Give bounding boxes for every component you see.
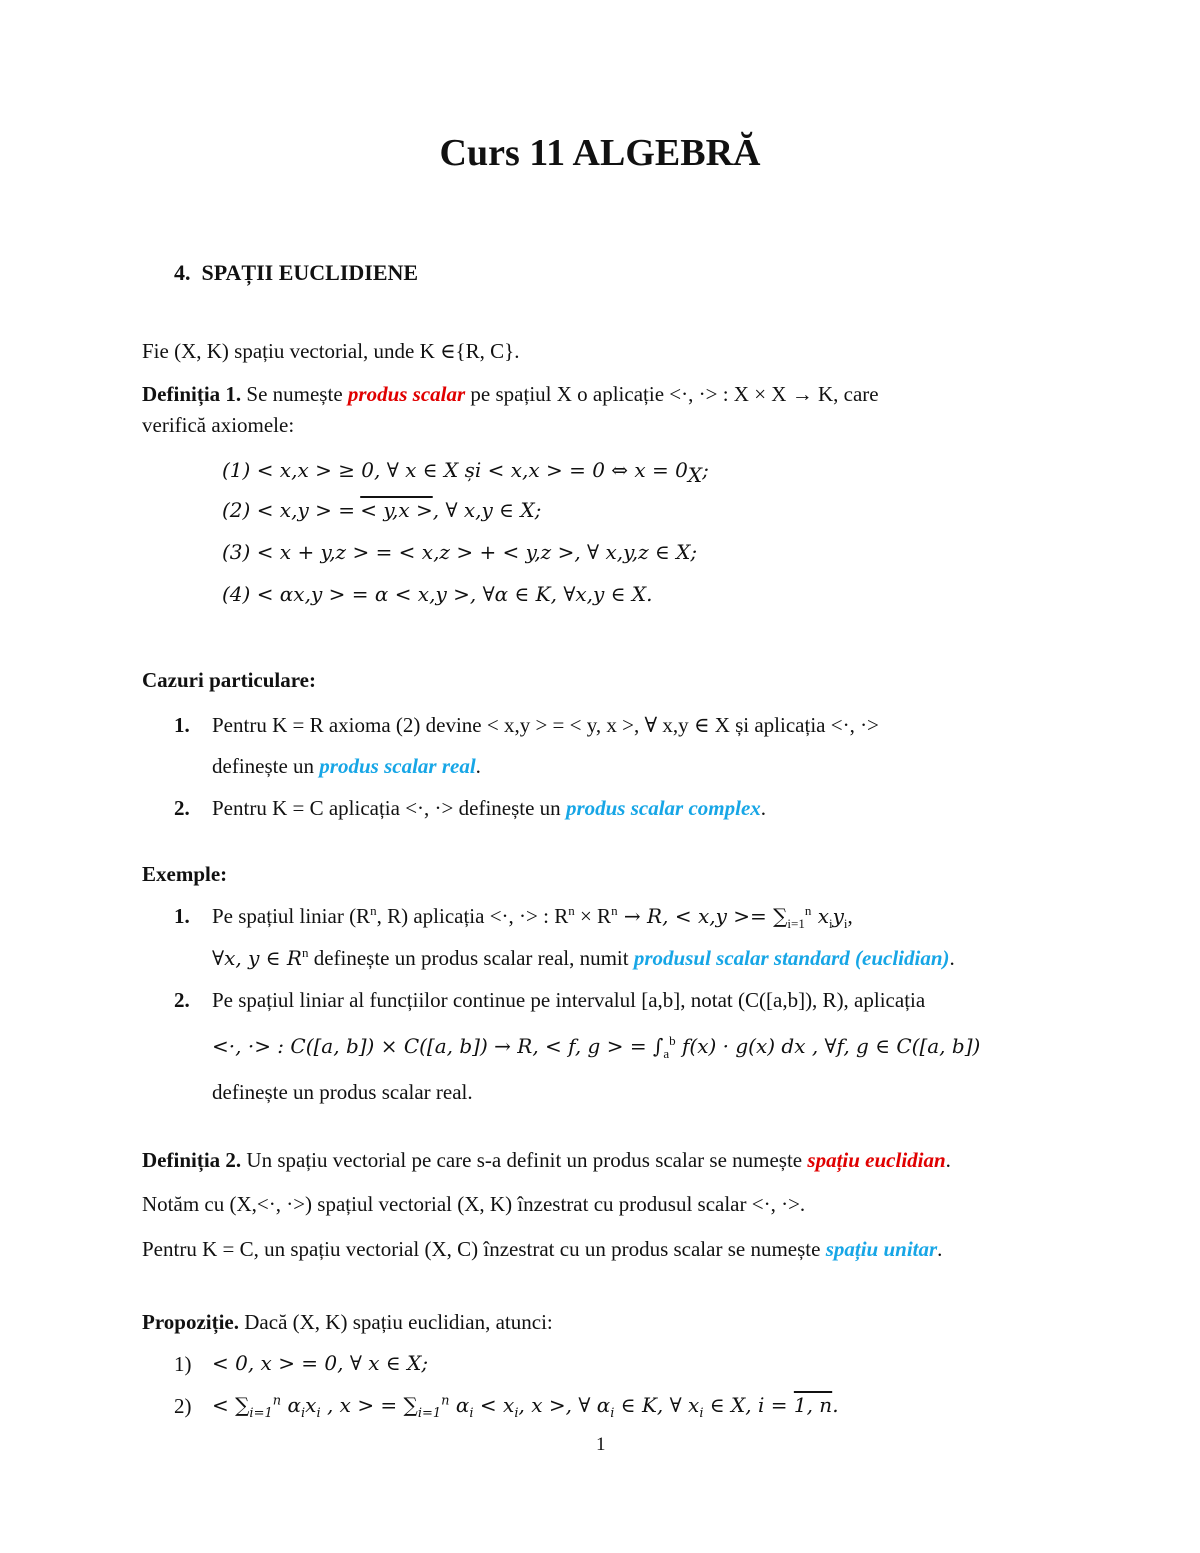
definition-2-line2: Notăm cu (X,<·, ·>) spațiul vectorial (X, K) înzestrat cu produsul scalar <·, ·>.: [142, 1192, 806, 1216]
propozitie-label: Propoziție.: [142, 1310, 240, 1334]
section-title: SPAȚII EUCLIDIENE: [201, 260, 419, 285]
axiom-2-end: , ∀ x,y ∈ X;: [432, 498, 542, 522]
axiom-2: [222, 498, 541, 522]
definition-1-cont: verifică axiomele:: [142, 413, 295, 437]
caz-1-line1: Pentru K = R axioma (2) devine < x,y > = < y, x >, ∀ x,y ∈ X și aplicația <·, ·>: [212, 713, 879, 737]
definition-1-pre: Se numește: [246, 382, 343, 406]
propozitie: [142, 1310, 553, 1334]
term-produs-scalar-standard: produsul scalar standard (euclidian): [633, 946, 950, 970]
term-produs-scalar-real: produs scalar real: [319, 754, 476, 778]
caz-2-pre: Pentru K = C aplicația <·, ·> definește un: [212, 796, 561, 820]
prop-1-text: < 0, x > = 0, ∀ x ∈ X;: [212, 1351, 429, 1375]
axiom-1-end: ;: [702, 458, 709, 482]
term-produs-scalar-complex: produs scalar complex: [565, 796, 761, 820]
ex-2-number: 2.: [174, 988, 190, 1012]
axiom-2-conjugate: < y,x >: [360, 498, 433, 522]
section-heading: [174, 260, 418, 285]
ex-1-line2: ∀x, y ∈ $R^n$ definește un produs scalar real, numit produsul scalar standard (euclidian).: [212, 945, 955, 970]
ex-1-line1: Pe spațiul liniar ($R^n$, R) aplicația <·, ·> : $R^n \times R^n \to R$, < $x,y >= \sum_{i=1}^n$ $x_iy_i$,: [212, 903, 853, 932]
definition-2-line3: Pentru K = C, un spațiu vectorial (X, C) înzestrat cu un produs scalar se numește spațiu unitar.: [142, 1237, 943, 1261]
definition-1-label: Definiția 1.: [142, 382, 242, 406]
propozitie-text: Dacă (X, K) spațiu euclidian, atunci:: [244, 1310, 553, 1334]
term-spatiu-euclidian: spațiu euclidian: [807, 1148, 946, 1172]
cazuri-heading: Cazuri particulare:: [142, 668, 316, 692]
page-title: Curs 11 ALGEBRĂ: [439, 132, 761, 174]
axiom-3-text: (3) < x + y,z > = < x,z > + < y,z >, ∀ x,y,z ∈ X;: [222, 540, 698, 564]
prop-2-number: 2): [174, 1394, 192, 1418]
axiom-1-sub: X: [687, 463, 703, 488]
intro-paragraph: Fie (X, K) spațiu vectorial, unde K ∈{R, C}.: [142, 339, 520, 363]
ex-2-line3: definește un produs scalar real.: [212, 1080, 473, 1104]
prop-1-number: 1): [174, 1352, 192, 1376]
section-number: 4.: [174, 260, 191, 285]
page-number: 1: [596, 1434, 606, 1455]
definition-1: [142, 382, 879, 406]
axiom-1: [222, 458, 709, 488]
axiom-4: [222, 582, 652, 606]
axiom-1-text: (1) < x,x > ≥ 0, ∀ x ∈ X și < x,x > = 0 ⇔ x = 0: [222, 458, 688, 482]
definition-1-post: pe spațiul X o aplicație <·, ·> : X × X → K, care: [470, 382, 879, 406]
term-produs-scalar: produs scalar: [347, 382, 466, 406]
caz-2-line: [212, 796, 766, 820]
caz-1-pre: definește un: [212, 754, 315, 778]
caz-2-post: .: [760, 796, 767, 820]
ex-1-number: 1.: [174, 904, 190, 928]
axiom-2-text: (2) < x,y > =: [222, 498, 355, 522]
definition-2: Definiția 2. Un spațiu vectorial pe care s-a definit un produs scalar se numește spațiu euclidian.: [142, 1148, 951, 1172]
caz-2-number: 2.: [174, 796, 190, 820]
caz-1-line2: [212, 754, 481, 778]
axiom-3: [222, 540, 697, 564]
term-spatiu-unitar: spațiu unitar: [825, 1237, 938, 1261]
caz-1-number: 1.: [174, 713, 190, 737]
caz-1-post: .: [475, 754, 481, 778]
exemple-heading: Exemple:: [142, 862, 228, 886]
ex-2-line2: <·, ·> : C([a, b]) × C([a, b]) → R, < f, g > = $\int_a^b$ f(x) · g(x) dx , ∀f, g ∈ C([a, b]): [212, 1033, 981, 1062]
definition-2-pre: Un spațiu vectorial pe care s-a definit un produs scalar se numește: [246, 1148, 803, 1172]
prop-2-text: < $\sum_{i=1}^n$ $\alpha_ix_i$ , x > = $\sum_{i=1}^n$ $\alpha_i < x_i$, x >, ∀ $\alpha_i$ ∈ K, ∀ $x_i$ ∈ X, i = 1, n.: [212, 1393, 839, 1421]
definition-2-label: Definiția 2.: [142, 1148, 242, 1172]
ex-2-line1: Pe spațiul liniar al funcțiilor continue pe intervalul [a,b], notat (C([a,b]), R), aplicația: [212, 988, 926, 1012]
axiom-4-text: (4) < αx,y > = α < x,y >, ∀α ∈ K, ∀x,y ∈ X.: [222, 582, 653, 606]
